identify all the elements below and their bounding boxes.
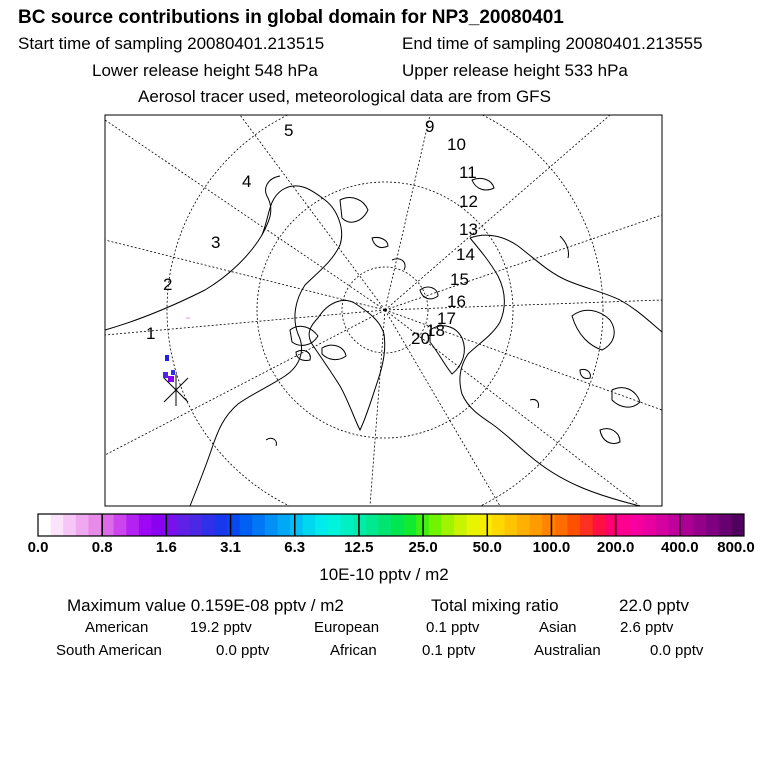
colorbar-cell (290, 514, 303, 536)
trajectory-label: 20 (411, 329, 430, 348)
colorbar-cell (731, 514, 744, 536)
colorbar-cell (631, 514, 644, 536)
trajectory-label: 13 (459, 220, 478, 239)
colorbar-cell (618, 514, 631, 536)
trajectory-label: 14 (456, 245, 475, 264)
colorbar-tick-label: 0.0 (27, 539, 49, 556)
colorbar-tick-label: 800.0 (717, 539, 755, 556)
colorbar-cell (504, 514, 517, 536)
american-value: 19.2 pptv (190, 619, 252, 636)
colorbar-cell (681, 514, 694, 536)
colorbar-tick-label: 3.1 (220, 539, 241, 556)
trajectory-label: 16 (447, 292, 466, 311)
trajectory-label: 10 (447, 135, 466, 154)
colorbar-tick-label: 50.0 (472, 539, 502, 556)
colorbar-tick-label: 0.8 (91, 539, 113, 556)
max-value: Maximum value 0.159E-08 pptv / m2 (67, 596, 344, 615)
colorbar-cell (139, 514, 152, 536)
south-american-value: 0.0 pptv (216, 642, 270, 659)
colorbar-cell (215, 514, 228, 536)
colorbar-cell (126, 514, 139, 536)
colorbar-tick-label: 100.0 (532, 539, 571, 556)
asian-value: 2.6 pptv (620, 619, 674, 636)
trajectory-label: 3 (211, 233, 221, 252)
trajectory-label: 5 (284, 121, 294, 140)
colorbar-cell (151, 514, 164, 536)
trajectory-label: 2 (163, 275, 173, 294)
colorbar-cell (454, 514, 467, 536)
colorbar-cell (189, 514, 202, 536)
colorbar-tick-label: 200.0 (596, 539, 635, 556)
colorbar-tick-label: 400.0 (661, 539, 699, 556)
colorbar-cell (38, 514, 51, 536)
colorbar-cell (656, 514, 669, 536)
colorbar-cell (555, 514, 568, 536)
map-title: BC source contributions in global domain for NP3_20080401 (18, 7, 564, 28)
colorbar-cell (366, 514, 379, 536)
trajectory-label: 9 (425, 117, 435, 136)
african-label: African (330, 642, 377, 659)
asian-label: Asian (539, 619, 577, 636)
start-time: Start time of sampling 20080401.213515 (18, 34, 325, 53)
colorbar-cell (240, 514, 253, 536)
colorbar-cell (63, 514, 76, 536)
tracer-info: Aerosol tracer used, meteorological data are from GFS (138, 87, 551, 106)
colorbar-cell (202, 514, 215, 536)
trajectory-label: 12 (459, 192, 478, 211)
colorbar-cell (341, 514, 354, 536)
colorbar-cell (51, 514, 64, 536)
colorbar-cell (101, 514, 114, 536)
colorbar-cell (694, 514, 707, 536)
total-mixing-value: 22.0 pptv (619, 596, 689, 615)
colorbar-cell (441, 514, 454, 536)
colorbar-cell (76, 514, 89, 536)
colorbar-cell (467, 514, 480, 536)
colorbar-cell (706, 514, 719, 536)
colorbar-cell (542, 514, 555, 536)
colorbar-cell (278, 514, 291, 536)
south-american-label: South American (56, 642, 162, 659)
colorbar-cell (517, 514, 530, 536)
end-time: End time of sampling 20080401.213555 (402, 34, 703, 53)
colorbar-cell (265, 514, 278, 536)
colorbar-cell (391, 514, 404, 536)
european-label: European (314, 619, 380, 636)
trajectory-label: 4 (242, 172, 252, 191)
african-value: 0.1 pptv (422, 642, 476, 659)
colorbar-cell (177, 514, 190, 536)
colorbar-cell (227, 514, 240, 536)
colorbar-tick-label: 1.6 (155, 539, 177, 556)
colorbar-cell (114, 514, 127, 536)
trajectory-label: 17 (437, 309, 456, 328)
trajectory-label: 15 (450, 270, 469, 289)
colorbar-cell (568, 514, 581, 536)
colorbar-cell (530, 514, 543, 536)
colorbar-tick-label: 12.5 (344, 539, 374, 556)
total-mixing-label: Total mixing ratio (431, 596, 559, 615)
colorbar-cell (580, 514, 593, 536)
european-value: 0.1 pptv (426, 619, 480, 636)
colorbar-cell (252, 514, 265, 536)
colorbar-cell (303, 514, 316, 536)
colorbar-cell (353, 514, 366, 536)
colorbar-cell (328, 514, 341, 536)
colorbar-cell (492, 514, 505, 536)
upper-release-height: Upper release height 533 hPa (402, 61, 628, 80)
colorbar-cell (719, 514, 732, 536)
colorbar-cell (643, 514, 656, 536)
colorbar-unit: 10E-10 pptv / m2 (319, 565, 449, 584)
colorbar-tick-label: 25.0 (408, 539, 438, 556)
american-label: American (85, 619, 149, 636)
trajectory-label: 1 (146, 324, 156, 343)
trajectory-label: 11 (459, 163, 477, 182)
colorbar-cell (404, 514, 417, 536)
lower-release-height: Lower release height 548 hPa (92, 61, 318, 80)
colorbar-cell (479, 514, 492, 536)
colorbar-cell (429, 514, 442, 536)
australian-label: Australian (534, 642, 601, 659)
colorbar-cell (315, 514, 328, 536)
colorbar-cell (88, 514, 101, 536)
australian-value: 0.0 pptv (650, 642, 704, 659)
colorbar-tick-label: 6.3 (284, 539, 306, 556)
colorbar-cell (605, 514, 618, 536)
colorbar-cell (593, 514, 606, 536)
trajectory-label: 18 (426, 321, 445, 340)
colorbar-cell (378, 514, 391, 536)
